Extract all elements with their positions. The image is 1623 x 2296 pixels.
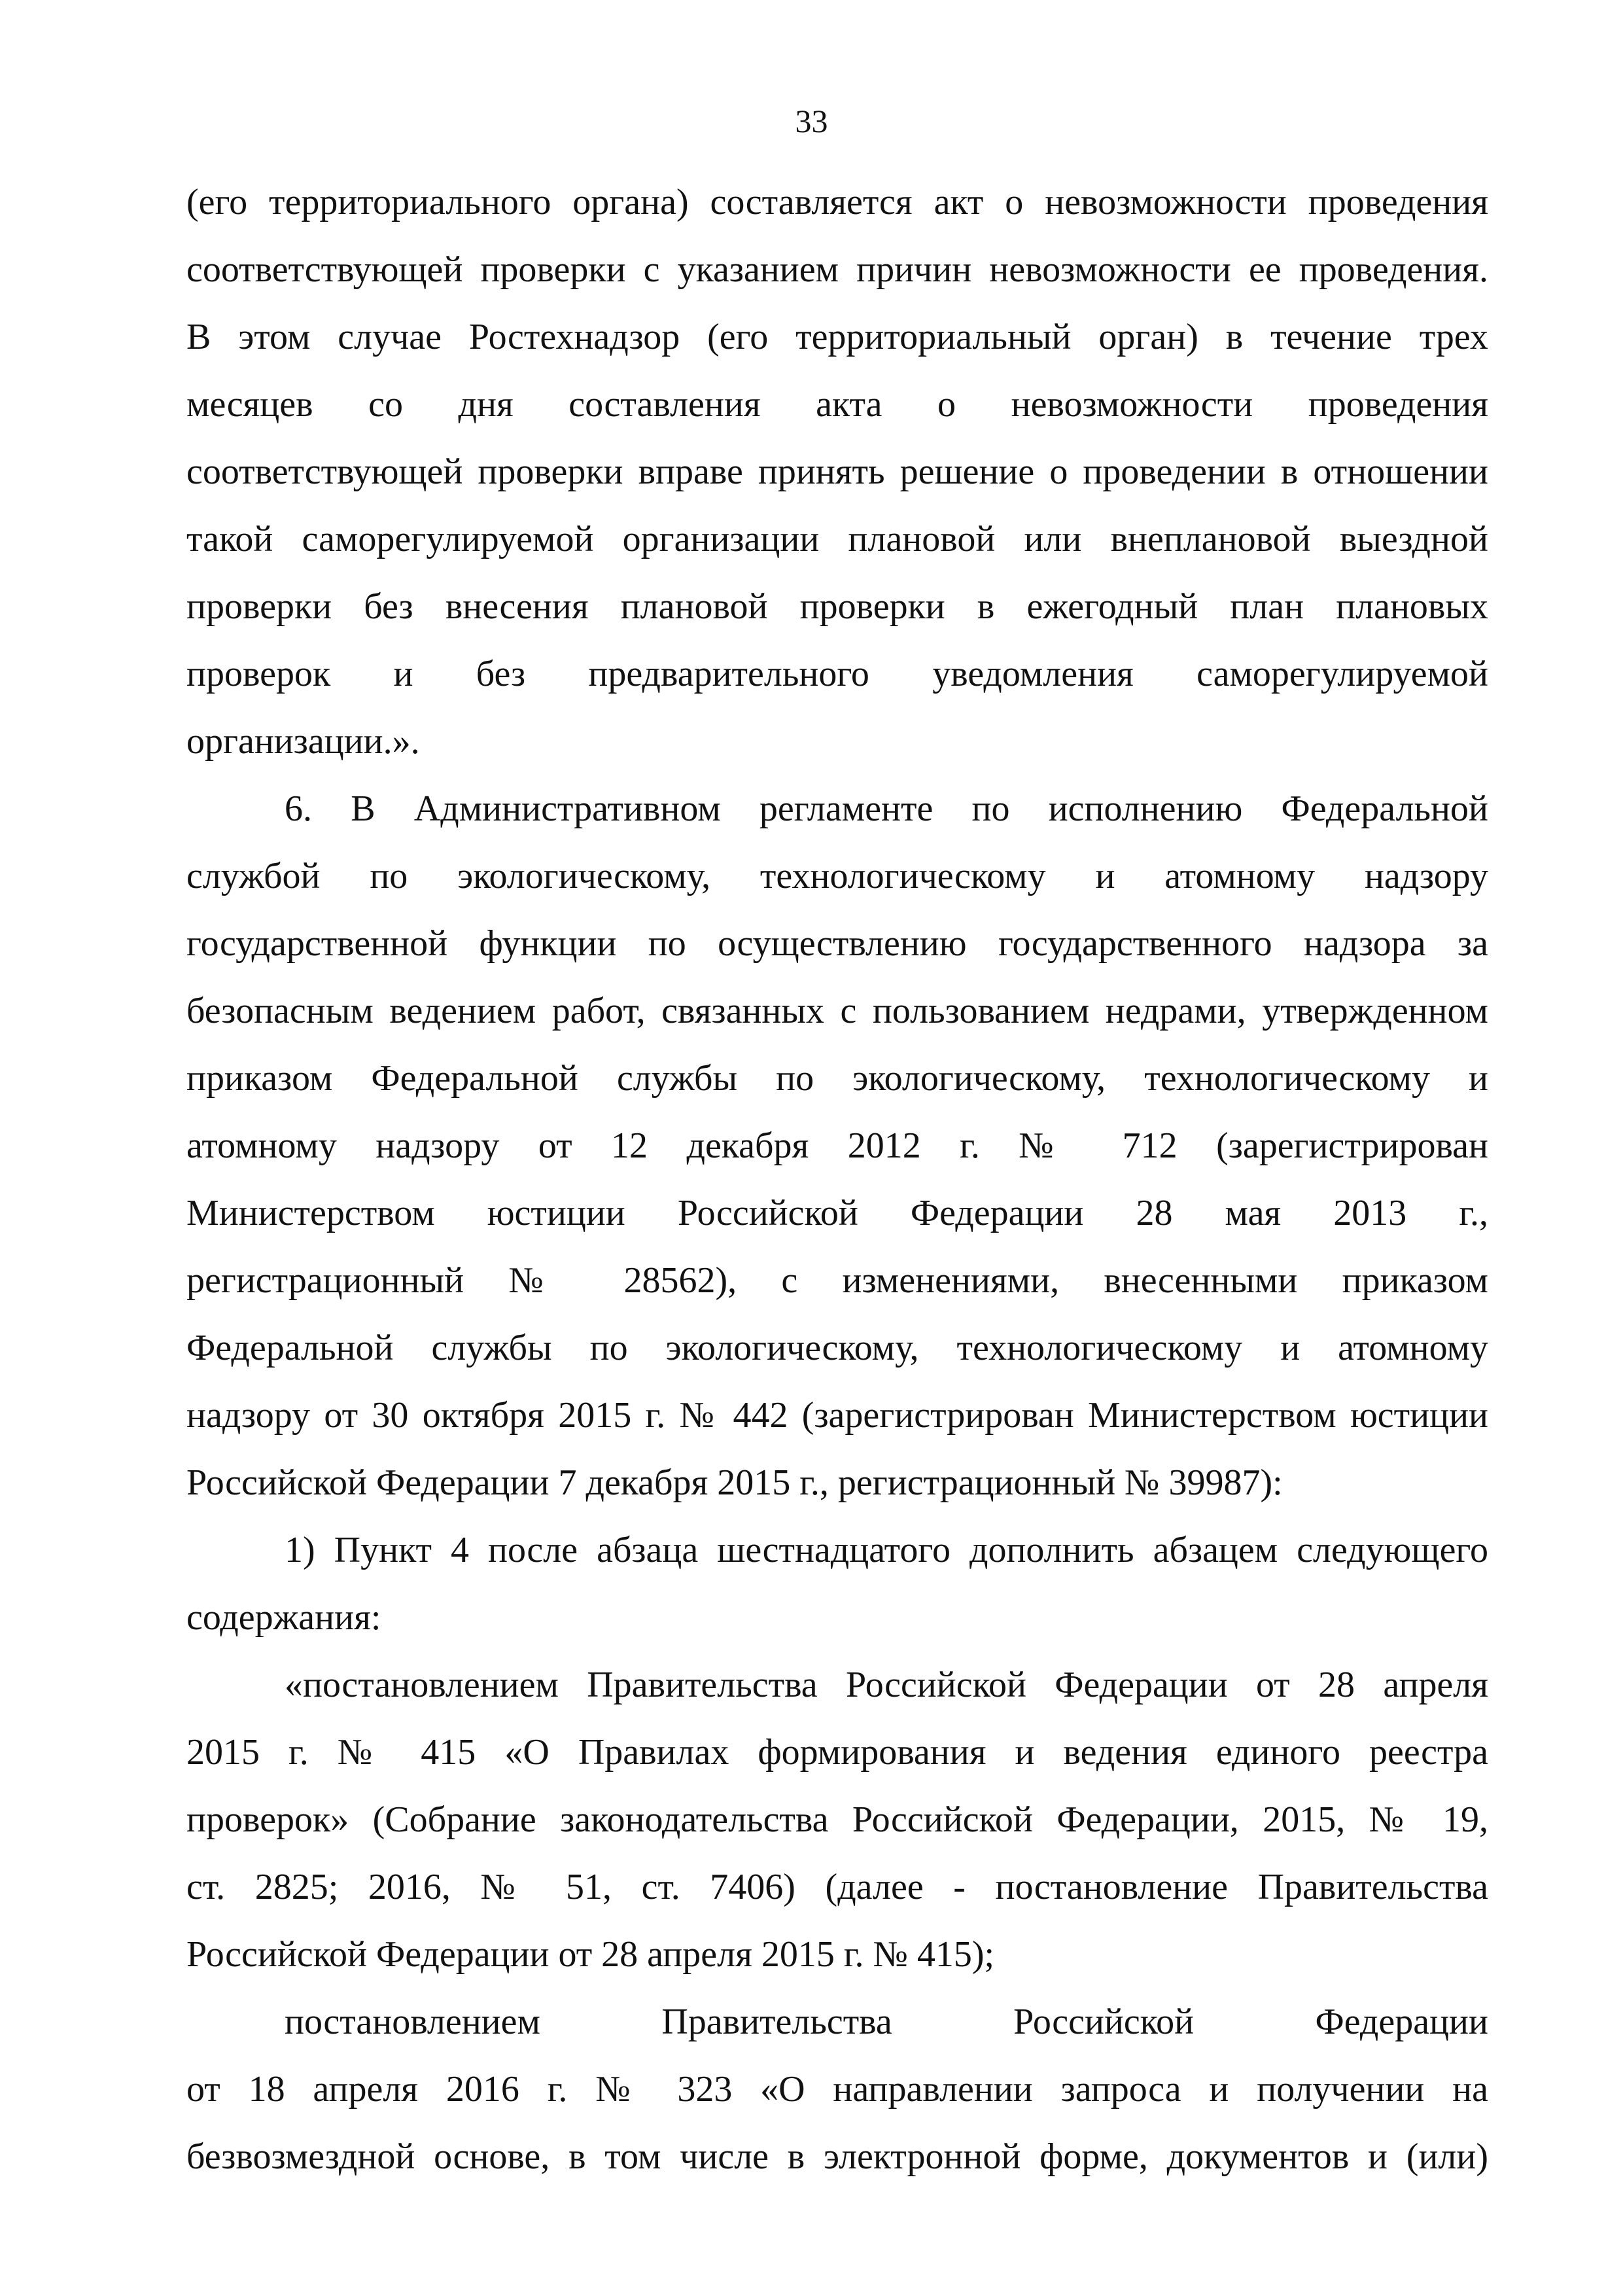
text-line [186, 1517, 1488, 1584]
text-line [186, 1112, 1488, 1180]
text-line-content: ст. 2825; 2016, № 51, ст. 7406) (далее - постановление Правительства [186, 1867, 1488, 1907]
text-line [186, 708, 1488, 775]
text-line-content: соответствующей проверки вправе принять решение о проведении в отношении [186, 451, 1488, 492]
text-line [186, 169, 1488, 236]
text-line-content: безопасным ведением работ, связанных с пользованием недрами, утвержденном [186, 991, 1488, 1031]
text-line-content: приказом Федеральной службы по экологическому, технологическому и [186, 1058, 1488, 1099]
text-line [186, 1786, 1488, 1854]
text-line [186, 236, 1488, 304]
text-line [186, 1180, 1488, 1247]
text-line-content: В этом случае Ростехнадзор (его территориальный орган) в течение трех [186, 317, 1488, 357]
text-line-content: безвозмездной основе, в том числе в электронной форме, документов и (или) [186, 2136, 1488, 2177]
text-line [186, 1854, 1488, 1921]
text-line [186, 1651, 1488, 1719]
text-line-content: 1) Пункт 4 после абзаца шестнадцатого дополнить абзацем следующего [285, 1530, 1488, 1570]
page-number: 33 [795, 103, 828, 139]
text-line-content: службой по экологическому, технологическому и атомному надзору [186, 856, 1488, 896]
text-line-content: 2015 г. № 415 «О Правилах формирования и ведения единого реестра [186, 1732, 1488, 1773]
text-line [186, 910, 1488, 978]
text-line-content: соответствующей проверки с указанием причин невозможности ее проведения. [186, 249, 1488, 290]
text-line-content: организации.». [186, 721, 420, 762]
text-line-content: 6. В Административном регламенте по исполнению Федеральной [285, 788, 1488, 829]
text-line-content: от 18 апреля 2016 г. № 323 «О направлении запроса и получении на [186, 2069, 1488, 2110]
text-line-content: Российской Федерации 7 декабря 2015 г., регистрационный № 39987): [186, 1462, 1283, 1503]
text-line-content: проверок» (Собрание законодательства Российской Федерации, 2015, № 19, [186, 1799, 1488, 1840]
text-line-content: постановлением Правительства Российской Федерации [285, 2002, 1488, 2042]
text-line-content: регистрационный № 28562), с изменениями, внесенными приказом [186, 1260, 1488, 1301]
document-body [186, 169, 1488, 2191]
text-line [186, 438, 1488, 506]
text-line [186, 1449, 1488, 1517]
text-line-content: атомному надзору от 12 декабря 2012 г. № 712 (зарегистрирован [186, 1125, 1488, 1166]
text-line-content: «постановлением Правительства Российской Федерации от 28 апреля [285, 1665, 1488, 1705]
text-line [186, 506, 1488, 573]
text-line [186, 304, 1488, 371]
text-line [186, 1247, 1488, 1315]
text-line [186, 2123, 1488, 2191]
text-line [186, 1921, 1488, 1988]
text-line-content: содержания: [186, 1597, 381, 1638]
text-line-content: проверки без внесения плановой проверки в ежегодный план плановых [186, 586, 1488, 627]
text-line-content: надзору от 30 октября 2015 г. № 442 (зарегистрирован Министерством юстиции [186, 1395, 1488, 1436]
text-line [186, 1988, 1488, 2056]
text-line-content: такой саморегулируемой организации плановой или внеплановой выездной [186, 519, 1488, 559]
text-line [186, 1719, 1488, 1786]
text-line [186, 371, 1488, 438]
text-line [186, 2056, 1488, 2123]
text-line-content: (его территориального органа) составляется акт о невозможности проведения [186, 182, 1488, 222]
text-line [186, 978, 1488, 1045]
text-line-content: проверок и без предварительного уведомления саморегулируемой [186, 654, 1488, 694]
text-line-content: Федеральной службы по экологическому, технологическому и атомному [186, 1328, 1488, 1368]
text-line [186, 1382, 1488, 1449]
text-line-content: государственной функции по осуществлению государственного надзора за [186, 923, 1488, 964]
text-line [186, 1045, 1488, 1112]
text-line [186, 1584, 1488, 1651]
text-line [186, 843, 1488, 910]
text-line [186, 775, 1488, 843]
text-line [186, 573, 1488, 641]
text-line [186, 641, 1488, 708]
text-line-content: Российской Федерации от 28 апреля 2015 г. № 415); [186, 1934, 995, 1975]
text-line [186, 1315, 1488, 1382]
text-line-content: Министерством юстиции Российской Федерации 28 мая 2013 г., [186, 1193, 1488, 1233]
text-line-content: месяцев со дня составления акта о невозможности проведения [186, 384, 1488, 425]
